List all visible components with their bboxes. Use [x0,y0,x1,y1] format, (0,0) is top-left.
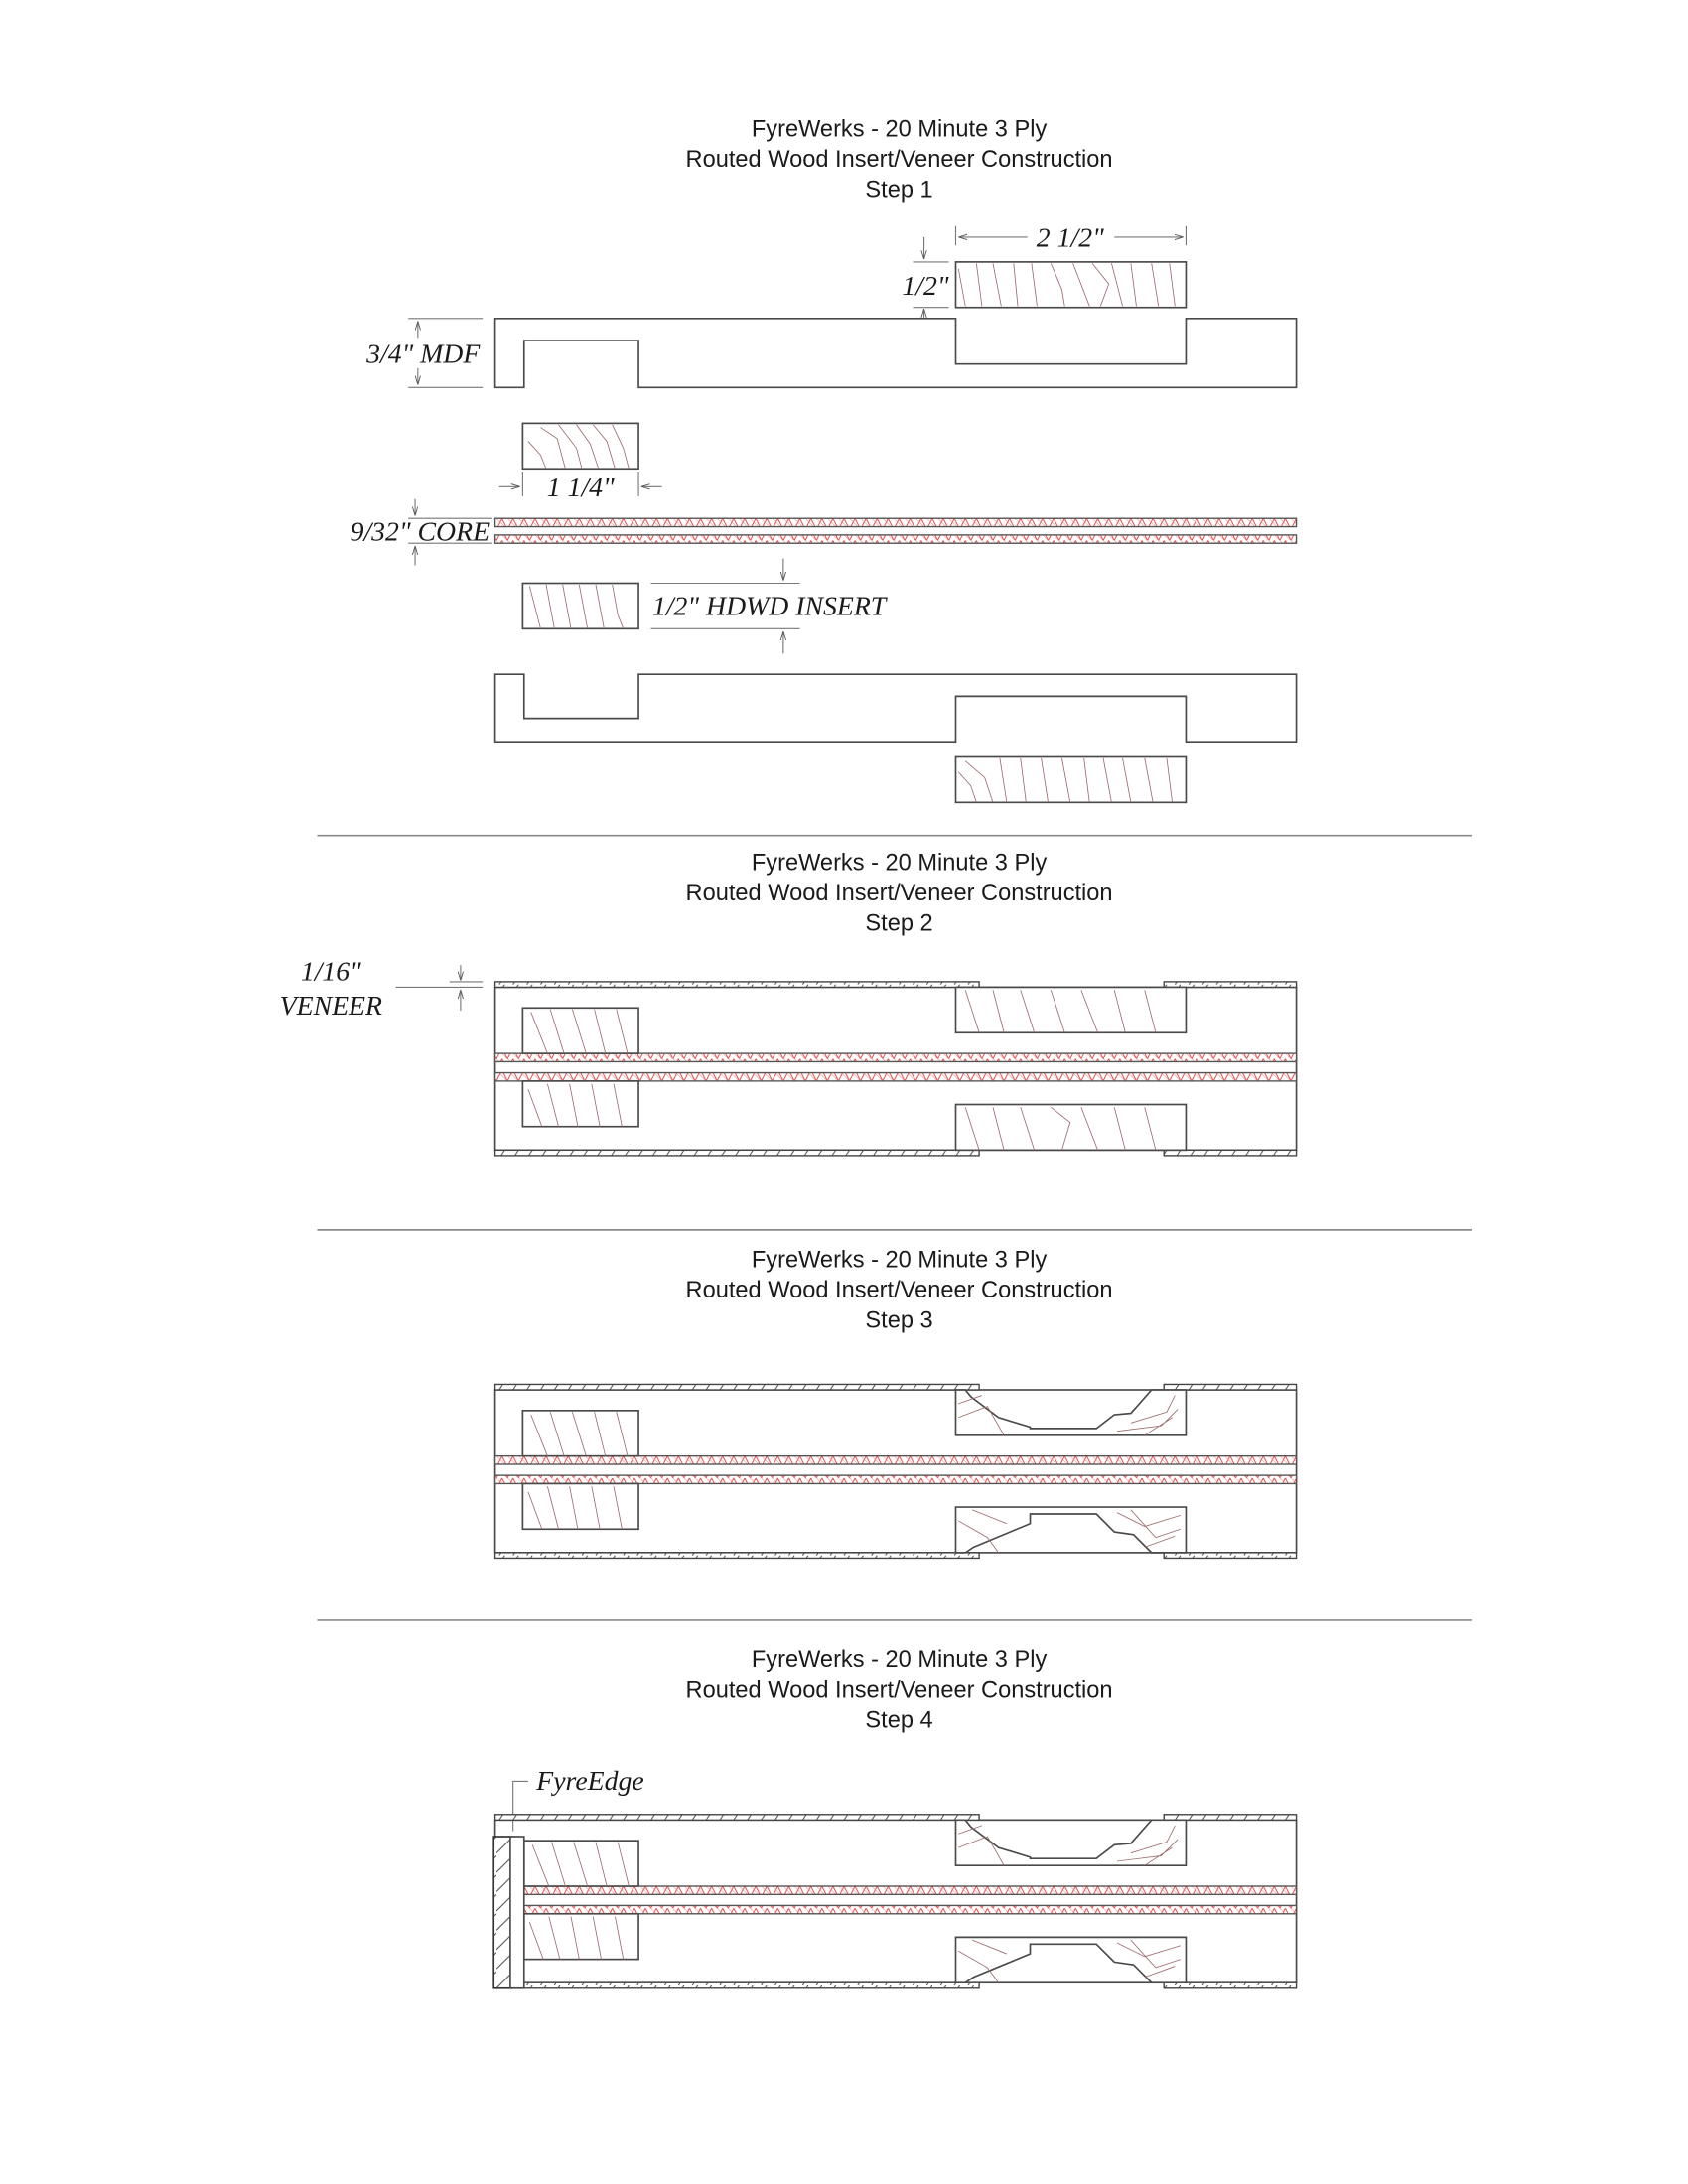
small-insert-upper [522,1008,638,1053]
veneer-top-left [495,982,979,988]
veneer-bottom-left [495,1150,979,1156]
step-2-subtitle: Routed Wood Insert/Veneer Construction [685,880,1113,906]
core-panel [495,518,1297,543]
step-3-subtitle: Routed Wood Insert/Veneer Construction [685,1277,1113,1303]
step-1-section [351,117,1297,803]
step-3-section [495,1247,1297,1558]
core-ply-lower [495,1073,1297,1081]
veneer-top-left [495,1815,979,1821]
dim-core: 9/32" CORE [350,516,491,548]
step-3-step-label: Step 3 [865,1307,933,1334]
veneer-bottom-right [1164,1150,1296,1156]
hardwood-insert-small-lower [522,584,638,629]
step-4-subtitle: Routed Wood Insert/Veneer Construction [685,1677,1113,1704]
veneer-top-left [495,1384,979,1390]
door-assembly-routed [495,1384,1297,1558]
hardwood-insert-small [522,423,638,469]
core-ply-lower [495,1905,1297,1913]
step-2-section [280,850,1297,1156]
step-1-subtitle: Routed Wood Insert/Veneer Construction [685,147,1113,174]
core-ply-upper [495,1456,1297,1464]
fyreedge-label: FyreEdge [536,1765,644,1797]
small-insert-lower [522,1081,638,1127]
routed-insert-upper [956,1390,1187,1435]
routed-insert-upper [956,1820,1187,1865]
large-insert-lower [956,1105,1187,1151]
dim-veneer-label: VENEER [279,991,382,1023]
routed-insert-lower [956,1507,1187,1553]
mdf-board-bottom [495,674,1297,742]
fyreedge-band [510,1837,524,1988]
dim-insert-width: 2 1/2" [1036,222,1104,254]
core-ply-upper [495,1886,1297,1894]
step-2-title: FyreWerks - 20 Minute 3 Ply [751,850,1048,877]
mdf-board-top [495,319,1297,387]
hardwood-insert-large-lower [956,757,1187,803]
small-insert-upper [524,1841,638,1886]
dim-insert-thickness: 1/2" [902,271,949,303]
veneer-bottom-left [495,1982,979,1988]
step-1-step-label: Step 1 [865,177,933,204]
core-ply-lower [495,1475,1297,1483]
dim-small-insert-width: 1 1/4" [546,473,615,503]
veneer-top-right [1164,1384,1296,1390]
step-2-step-label: Step 2 [865,910,933,937]
dim-veneer-thickness: 1/16" [300,956,361,988]
door-assembly-with-edge [493,1815,1296,1988]
step-4-section [493,1647,1296,1988]
step-4-title: FyreWerks - 20 Minute 3 Ply [751,1647,1048,1674]
small-insert-lower [522,1483,638,1529]
veneer-bottom-left [495,1553,979,1559]
core-ply-upper [495,1053,1297,1061]
fyreedge-leader-line [513,1781,528,1831]
small-insert-upper [522,1411,638,1456]
dim-hdwd-insert: 1/2" HDWD INSERT [651,591,887,622]
step-4-step-label: Step 4 [865,1707,933,1734]
step-3-title: FyreWerks - 20 Minute 3 Ply [751,1247,1048,1274]
hardwood-insert-large [956,262,1187,308]
dim-mdf: 3/4" MDF [366,339,481,370]
door-assembly [495,982,1297,1156]
veneer-bottom-right [1164,1553,1296,1559]
routed-insert-lower [956,1937,1187,1982]
large-insert-upper [956,987,1187,1032]
step-1-title: FyreWerks - 20 Minute 3 Ply [751,116,1048,143]
